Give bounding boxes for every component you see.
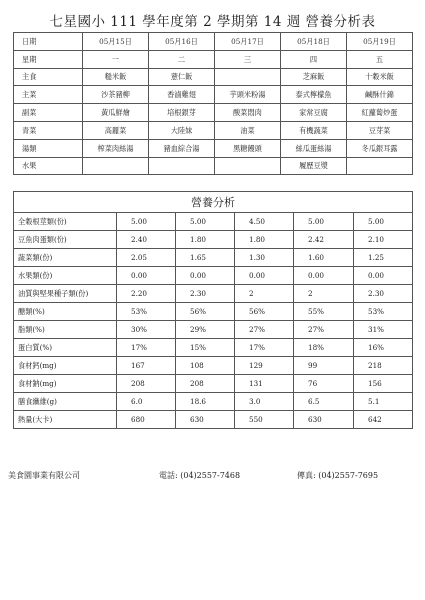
- row-label: 蛋白質(%): [14, 339, 117, 357]
- nutrition-value: 16%: [354, 339, 413, 357]
- nutrition-value: 2.40: [117, 231, 176, 249]
- nutrition-value: 680: [117, 411, 176, 429]
- nutrition-value: 0.00: [294, 267, 354, 285]
- menu-cell: 冬瓜銀耳露: [347, 139, 413, 157]
- row-label: 主食: [14, 68, 83, 86]
- nutrition-value: 18.6: [176, 393, 235, 411]
- nutrition-value: 17%: [117, 339, 176, 357]
- nutrition-value: 1.30: [235, 249, 294, 267]
- nutrition-row: [14, 267, 413, 285]
- weekday-cell: 四: [281, 50, 347, 68]
- weekday-row: [14, 50, 413, 68]
- nutrition-value: 3.0: [235, 393, 294, 411]
- date-cell: 05月17日: [215, 33, 281, 51]
- date-cell: 05月19日: [347, 33, 413, 51]
- weekday-cell: 二: [149, 50, 215, 68]
- row-label: 全穀根莖類(份): [14, 213, 117, 231]
- nutrition-row: [14, 249, 413, 267]
- menu-row: [14, 121, 413, 139]
- menu-cell: [149, 157, 215, 175]
- nutrition-value: 5.00: [176, 213, 235, 231]
- nutrition-value: 642: [354, 411, 413, 429]
- menu-cell: 高麗菜: [83, 121, 149, 139]
- row-label: 主菜: [14, 86, 83, 104]
- row-label: 星期: [14, 50, 83, 68]
- nutrition-value: 99: [294, 357, 354, 375]
- nutrition-row: [14, 231, 413, 249]
- nutrition-value: 17%: [235, 339, 294, 357]
- nutrition-table: [13, 191, 413, 429]
- menu-cell: 薏仁飯: [149, 68, 215, 86]
- row-label: 副菜: [14, 104, 83, 122]
- menu-row: [14, 139, 413, 157]
- nutrition-value: 18%: [294, 339, 354, 357]
- nutrition-row: [14, 285, 413, 303]
- menu-cell: 紅蘿蔔炒蛋: [347, 104, 413, 122]
- nutrition-value: 29%: [176, 321, 235, 339]
- nutrition-value: 56%: [176, 303, 235, 321]
- menu-cell: 榨菜肉絲湯: [83, 139, 149, 157]
- menu-cell: [215, 68, 281, 86]
- menu-cell: 黑糖饅頭: [215, 139, 281, 157]
- nutrition-value: 5.1: [354, 393, 413, 411]
- nutrition-value: 108: [176, 357, 235, 375]
- menu-cell: 十穀米飯: [347, 68, 413, 86]
- nutrition-value: 1.80: [176, 231, 235, 249]
- date-cell: 05月18日: [281, 33, 347, 51]
- nutrition-value: 129: [235, 357, 294, 375]
- nutrition-value: 5.00: [294, 213, 354, 231]
- menu-cell: 絲瓜蛋絲湯: [281, 139, 347, 157]
- menu-cell: 油菜: [215, 121, 281, 139]
- menu-row: [14, 104, 413, 122]
- menu-row: [14, 86, 413, 104]
- menu-cell: 泰式檸檬魚: [281, 86, 347, 104]
- row-label: 青菜: [14, 121, 83, 139]
- section-title: 營養分析: [14, 192, 413, 213]
- nutrition-row: [14, 393, 413, 411]
- date-cell: 05月15日: [83, 33, 149, 51]
- nutrition-value: 2.30: [354, 285, 413, 303]
- page-title: 七星國小 111 學年度第 2 學期第 14 週 營養分析表: [49, 14, 376, 30]
- section-header-row: [14, 192, 413, 213]
- nutrition-value: 15%: [176, 339, 235, 357]
- nutrition-row: [14, 357, 413, 375]
- nutrition-value: 2: [235, 285, 294, 303]
- row-label: 湯類: [14, 139, 83, 157]
- nutrition-value: 0.00: [235, 267, 294, 285]
- menu-cell: 大陸妹: [149, 121, 215, 139]
- nutrition-value: 31%: [354, 321, 413, 339]
- row-label: 食材鈉(mg): [14, 375, 117, 393]
- nutrition-value: 2.42: [294, 231, 354, 249]
- phone-number: 電話: (04)2557-7468: [159, 471, 241, 480]
- nutrition-row: [14, 213, 413, 231]
- nutrition-value: 5.00: [117, 213, 176, 231]
- fax-number: 傳真: (04)2557-7695: [297, 471, 379, 480]
- menu-cell: [347, 157, 413, 175]
- weekday-cell: 一: [83, 50, 149, 68]
- nutrition-value: 218: [354, 357, 413, 375]
- menu-cell: 酸菜悶肉: [215, 104, 281, 122]
- menu-cell: 鹹酥什錦: [347, 86, 413, 104]
- nutrition-value: 131: [235, 375, 294, 393]
- menu-table: [13, 32, 413, 175]
- weekday-cell: 五: [347, 50, 413, 68]
- nutrition-value: 2.20: [117, 285, 176, 303]
- nutrition-value: 53%: [354, 303, 413, 321]
- nutrition-value: 2.30: [176, 285, 235, 303]
- nutrition-row: [14, 411, 413, 429]
- nutrition-value: 6.5: [294, 393, 354, 411]
- nutrition-value: 6.0: [117, 393, 176, 411]
- nutrition-value: 76: [294, 375, 354, 393]
- nutrition-value: 30%: [117, 321, 176, 339]
- menu-cell: [215, 157, 281, 175]
- row-label: 膳食纖維(g): [14, 393, 117, 411]
- row-label: 水果: [14, 157, 83, 175]
- nutrition-value: 208: [117, 375, 176, 393]
- row-label: 日期: [14, 33, 83, 51]
- row-label: 油質與堅果種子類(份): [14, 285, 117, 303]
- row-label: 蔬菜類(份): [14, 249, 117, 267]
- nutrition-value: 1.65: [176, 249, 235, 267]
- menu-row: [14, 68, 413, 86]
- nutrition-value: 5.00: [354, 213, 413, 231]
- nutrition-row: [14, 339, 413, 357]
- nutrition-value: 550: [235, 411, 294, 429]
- row-label: 水果類(份): [14, 267, 117, 285]
- nutrition-value: 1.25: [354, 249, 413, 267]
- nutrition-row: [14, 375, 413, 393]
- nutrition-value: 56%: [235, 303, 294, 321]
- nutrition-value: 55%: [294, 303, 354, 321]
- menu-cell: 沙茶豬柳: [83, 86, 149, 104]
- nutrition-value: 630: [294, 411, 354, 429]
- nutrition-value: 27%: [294, 321, 354, 339]
- menu-cell: 芝麻飯: [281, 68, 347, 86]
- weekday-cell: 三: [215, 50, 281, 68]
- nutrition-row: [14, 303, 413, 321]
- menu-cell: 豆芽菜: [347, 121, 413, 139]
- nutrition-row: [14, 321, 413, 339]
- menu-cell: 履歷豆漿: [281, 157, 347, 175]
- nutrition-value: 1.80: [235, 231, 294, 249]
- menu-cell: 家常豆腐: [281, 104, 347, 122]
- nutrition-value: 0.00: [176, 267, 235, 285]
- menu-row: [14, 157, 413, 175]
- nutrition-value: 0.00: [354, 267, 413, 285]
- row-label: 食材鈣(mg): [14, 357, 117, 375]
- nutrition-value: 1.60: [294, 249, 354, 267]
- company-name: 美食園事業有限公司: [8, 471, 80, 480]
- date-cell: 05月16日: [149, 33, 215, 51]
- nutrition-value: 4.50: [235, 213, 294, 231]
- menu-cell: 培根銀芽: [149, 104, 215, 122]
- nutrition-value: 167: [117, 357, 176, 375]
- nutrition-value: 0.00: [117, 267, 176, 285]
- menu-cell: 黃瓜鮮燴: [83, 104, 149, 122]
- nutrition-value: 630: [176, 411, 235, 429]
- row-label: 熱量(大卡): [14, 411, 117, 429]
- nutrition-value: 208: [176, 375, 235, 393]
- row-label: 醣類(%): [14, 303, 117, 321]
- menu-cell: 香滷雞翅: [149, 86, 215, 104]
- row-label: 豆魚肉蛋類(份): [14, 231, 117, 249]
- menu-cell: [83, 157, 149, 175]
- date-row: [14, 33, 413, 51]
- nutrition-value: 156: [354, 375, 413, 393]
- menu-cell: 有機蔬菜: [281, 121, 347, 139]
- nutrition-value: 53%: [117, 303, 176, 321]
- nutrition-value: 2.10: [354, 231, 413, 249]
- nutrition-value: 2: [294, 285, 354, 303]
- menu-cell: 糙米飯: [83, 68, 149, 86]
- menu-cell: 豬血綜合湯: [149, 139, 215, 157]
- menu-cell: 芋頭米粉湯: [215, 86, 281, 104]
- row-label: 脂類(%): [14, 321, 117, 339]
- nutrition-value: 2.05: [117, 249, 176, 267]
- nutrition-value: 27%: [235, 321, 294, 339]
